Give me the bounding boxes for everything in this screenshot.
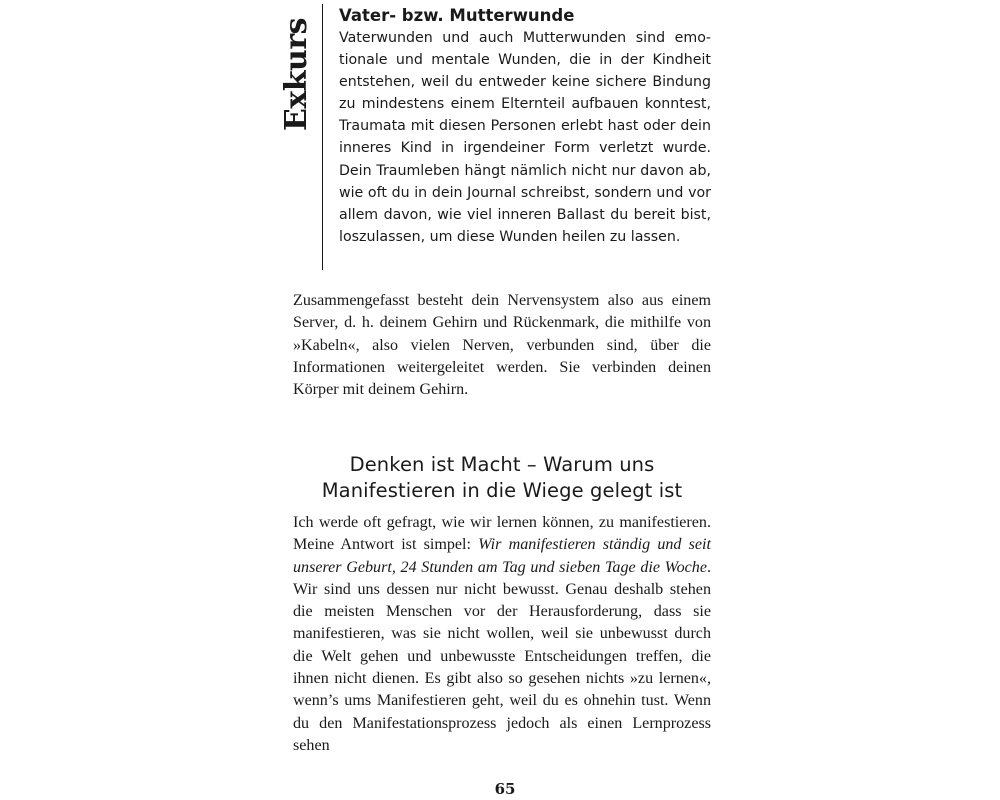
page-number: 65 [494, 780, 516, 798]
paragraph-rest: . Wir sind uns dessen nur nicht bewusst. Genau deshalb stehen die meisten Menschen vor der Herausforderung, dass sie manifestieren, was sie nicht wollen, weil sie unbewusst durch die Welt gehen und unbewusste Entscheidungen treffen, die ihnen nicht dienen. Es gibt also so gesehen nichts »zu lernen«, wenn’s ums Manifestieren geht, weil du es ohnehin tust. Wenn du den Manifestationsprozess jedoch als einen Lernprozess sehen [293, 558, 711, 754]
paragraph-nervensystem: Zusammengefasst besteht dein Nervensystem also aus einem Server, d. h. deinem Gehirn und Rückenmark, die mithilfe von »Kabeln«, also vielen Nerven, verbunden sind, über die Informationen weitergeleitet werden. Sie verbinden deinen Körper mit deinem Gehirn. [293, 292, 711, 399]
section-heading-line-1: Denken ist Macht – Warum uns [349, 453, 655, 476]
section-heading [293, 452, 711, 504]
exkurs-title: Vater- bzw. Mutterwunde [339, 6, 575, 25]
paragraph-intro: Ich werde oft gefragt, wie wir lernen können, zu manifestieren. Meine Antwort ist simpel: [293, 514, 711, 554]
section-heading-line-2: Manifestieren in die Wiege gelegt ist [321, 479, 683, 502]
exkurs-box [339, 4, 711, 248]
paragraph-manifestieren [293, 512, 711, 757]
paragraph-italic-quote: Wir manifestieren ständig und seit unserer Geburt, 24 Stunden am Tag und sieben Tage die Woche [293, 536, 711, 576]
exkurs-divider [322, 4, 323, 270]
exkurs-label: Exkurs [279, 17, 314, 131]
exkurs-text: Vaterwunden und auch Mutterwunden sind emotionale und mentale Wunden, die in der Kindheit entstehen, weil du entweder keine sichere Bindung zu mindestens einem Elternteil aufbauen konntest, Traumata mit diesen Personen erlebt hast oder dein inneres Kind in irgendeiner Form verletzt wurde. Dein Traumleben hängt nämlich nicht nur davon ab, wie oft du in dein Journal schreibst, sondern und vor allem davon, wie viel inneren Ballast du bereit bist, loszulassen, um diese Wunden heilen zu lassen. [339, 30, 711, 245]
